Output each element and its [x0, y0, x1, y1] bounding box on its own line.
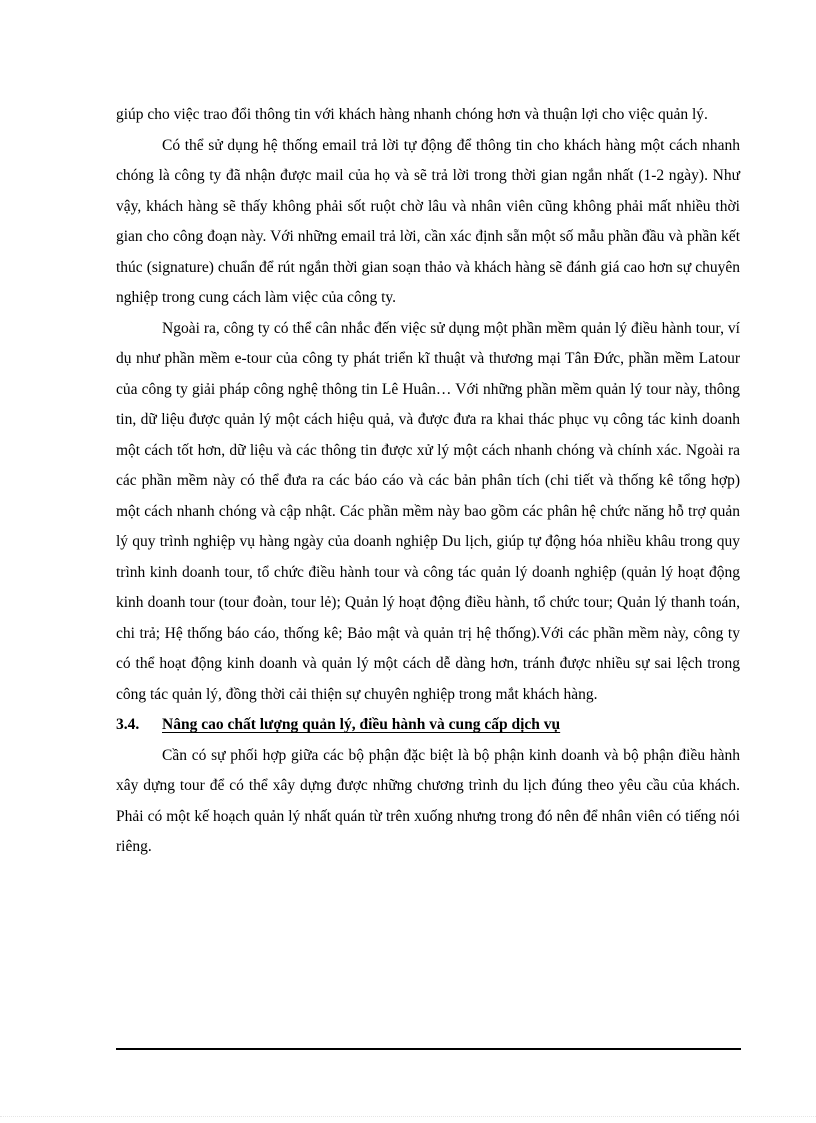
paragraph-auto-reply-email: Có thể sử dụng hệ thống email trả lời tự động để thông tin cho khách hàng một cách nhanh chóng là công ty đã nhận được mail của họ và sẽ trả lời trong thời gian ngắn nhất (1-2 ngày). Như vậy, khách hàng sẽ thấy không phải sốt ruột chờ lâu và nhân viên cũng không phải mất nhiều thời gian cho công đoạn này. Với những email trả lời, cần xác định sẵn một số mẫu phần đầu và phần kết thúc (signature) chuẩn để rút ngắn thời gian soạn thảo và khách hàng sẽ đánh giá cao hơn sự chuyên nghiệp trong cung cách làm việc của công ty. [116, 136, 740, 306]
footer-divider [116, 1048, 741, 1050]
section-heading [116, 710, 740, 741]
section-number: 3.4. [116, 716, 140, 733]
paragraph-coordination: Cần có sự phối hợp giữa các bộ phận đặc biệt là bộ phận kinh doanh và bộ phận điều hành xây dựng tour để có thể xây dựng được những chương trình du lịch đúng theo yêu cầu của khách. Phải có một kế hoạch quản lý nhất quán từ trên xuống nhưng trong đó nên để nhân viên có tiếng nói riêng. [116, 746, 740, 855]
paragraph-tour-software: Ngoài ra, công ty có thể cân nhắc đến việc sử dụng một phần mềm quản lý điều hành tour, ví dụ như phần mềm e-tour của công ty phát triển kĩ thuật và thương mại Tân Đức, phần mềm Latour của công ty giải pháp công nghệ thông tin Lê Huân… Với những phần mềm quản lý tour này, thông tin, dữ liệu được quản lý một cách hiệu quả, và được đưa ra khai thác phục vụ công tác kinh doanh một cách tốt hơn, dữ liệu và các thông tin được xử lý một cách nhanh chóng và chính xác. Ngoài ra các phần mềm này có thể đưa ra các báo cáo và các bản phân tích (chi tiết và thống kê tổng hợp) một cách nhanh chóng và cập nhật. Các phần mềm này bao gồm các phân hệ chức năng hỗ trợ quản lý quy trình nghiệp vụ hàng ngày của doanh nghiệp Du lịch, giúp tự động hóa nhiều khâu trong quy trình kinh doanh tour, tổ chức điều hành tour và công tác quản lý doanh nghiệp (quản lý hoạt động kinh doanh tour (tour đoàn, tour lẻ); Quản lý hoạt động điều hành, tổ chức tour; Quản lý thanh toán, chi trả; Hệ thống báo cáo, thống kê; Bảo mật và quản trị hệ thống).Với các phần mềm này, công ty có thể hoạt động kinh doanh và quản lý một cách dễ dàng hơn, tránh được nhiều sự sai lệch trong công tác quản lý, đồng thời cải thiện sự chuyên nghiệp trong mắt khách hàng. [116, 319, 740, 703]
paragraph-continuation: giúp cho việc trao đổi thông tin với khách hàng nhanh chóng hơn và thuận lợi cho việc quản lý. [116, 106, 708, 123]
page-bottom-edge [0, 1116, 816, 1117]
page-body [116, 100, 740, 863]
section-title: Nâng cao chất lượng quản lý, điều hành và cung cấp dịch vụ [162, 716, 561, 733]
